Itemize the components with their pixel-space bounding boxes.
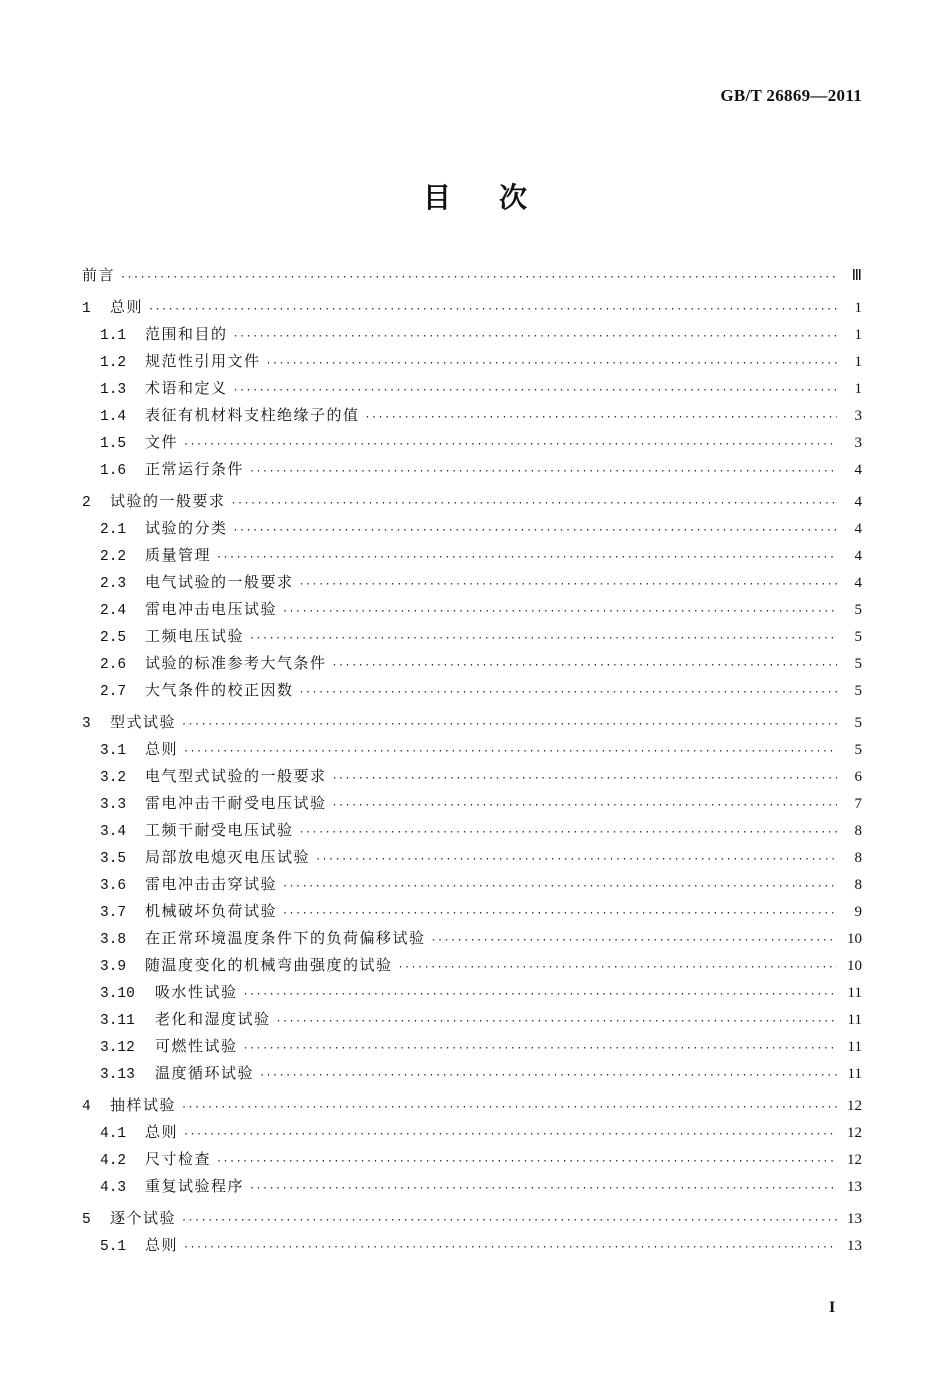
- toc-entry-title: 试验的分类: [145, 519, 228, 537]
- toc-entry-page: 3: [854, 408, 862, 424]
- toc-entry-page: 4: [854, 575, 862, 591]
- toc-entry-page: 12: [847, 1152, 862, 1168]
- toc-entry-page: 10: [847, 931, 862, 947]
- toc-entry-page: 11: [847, 1039, 862, 1055]
- toc-entry-number: 5: [82, 1212, 91, 1228]
- dot-leader: [249, 1175, 837, 1202]
- toc-entry-title: 雷电冲击电压试验: [145, 600, 278, 618]
- dot-leader: [216, 1148, 837, 1175]
- toc-entry-number: 3.5: [100, 851, 127, 867]
- toc-entry-number: 1.5: [100, 436, 127, 452]
- toc-entry-number: 3.7: [100, 905, 127, 921]
- toc-entry-number: 3.1: [100, 743, 127, 759]
- toc-entry-number: 2.7: [100, 684, 127, 700]
- toc-entry-title: 型式试验: [110, 713, 177, 731]
- standard-code: GB/T 26869—2011: [720, 86, 862, 105]
- toc-entry-page: 3: [854, 435, 862, 451]
- toc-entry-title: 范围和目的: [145, 325, 228, 343]
- toc-entry-number: 4.1: [100, 1126, 127, 1142]
- toc-entry-number: 3.6: [100, 878, 127, 894]
- dot-leader: [243, 1035, 837, 1062]
- toc-entry-title: 抽样试验: [110, 1096, 177, 1114]
- toc-entry[interactable]: [82, 1033, 862, 1060]
- dot-leader: [332, 765, 837, 792]
- toc-entry-page: 13: [847, 1211, 862, 1227]
- toc-entry-number: 3.9: [100, 959, 127, 975]
- toc-entry-title: 尺寸检查: [145, 1150, 212, 1168]
- dot-leader: [181, 711, 837, 738]
- toc-entry-page: 4: [854, 494, 862, 510]
- toc-entry-title: 雷电冲击击穿试验: [145, 875, 278, 893]
- dot-leader: [183, 1234, 837, 1261]
- table-of-contents: [82, 262, 862, 1259]
- toc-entry-page: 8: [854, 850, 862, 866]
- dot-leader: [148, 296, 837, 323]
- toc-entry-number: 5.1: [100, 1239, 127, 1255]
- toc-entry-number: 2.5: [100, 630, 127, 646]
- toc-entry[interactable]: [82, 650, 862, 677]
- dot-leader: [299, 679, 837, 706]
- dot-leader: [332, 652, 837, 679]
- dot-leader: [276, 1008, 837, 1035]
- dot-leader: [183, 431, 837, 458]
- toc-entry-number: 3.8: [100, 932, 127, 948]
- toc-entry[interactable]: [82, 429, 862, 456]
- toc-entry-page: 9: [854, 904, 862, 920]
- dot-leader: [299, 571, 837, 598]
- toc-entry-title: 规范性引用文件: [145, 352, 261, 370]
- toc-entry-page: 4: [854, 521, 862, 537]
- toc-entry[interactable]: [82, 1092, 862, 1119]
- dot-leader: [243, 981, 837, 1008]
- toc-entry-page: 5: [854, 742, 862, 758]
- toc-entry-page: Ⅲ: [851, 268, 862, 284]
- toc-entry-page: 1: [854, 327, 862, 343]
- toc-entry[interactable]: [82, 596, 862, 623]
- toc-entry-number: 3.4: [100, 824, 127, 840]
- toc-entry[interactable]: [82, 456, 862, 483]
- toc-entry[interactable]: [82, 294, 862, 321]
- toc-entry-page: 1: [854, 381, 862, 397]
- dot-leader: [233, 323, 837, 350]
- dot-leader: [120, 264, 837, 291]
- toc-entry-number: 2.3: [100, 576, 127, 592]
- toc-entry[interactable]: [82, 898, 862, 925]
- toc-entry-title: 温度循环试验: [155, 1064, 255, 1082]
- dot-leader: [216, 544, 837, 571]
- toc-entry-page: 10: [847, 958, 862, 974]
- dot-leader: [231, 490, 837, 517]
- toc-entry-number: 2.1: [100, 522, 127, 538]
- toc-entry[interactable]: [82, 321, 862, 348]
- toc-entry-title: 前言: [82, 266, 116, 284]
- toc-entry-number: 3: [82, 716, 91, 732]
- dot-leader: [266, 350, 837, 377]
- dot-leader: [183, 738, 837, 765]
- toc-entry-title: 电气试验的一般要求: [145, 573, 294, 591]
- toc-entry-number: 1.1: [100, 328, 127, 344]
- toc-entry-page: 1: [854, 300, 862, 316]
- toc-entry-title: 工频干耐受电压试验: [145, 821, 294, 839]
- toc-entry-title: 吸水性试验: [155, 983, 238, 1001]
- toc-entry-page: 5: [854, 683, 862, 699]
- toc-entry[interactable]: [82, 1146, 862, 1173]
- toc-entry-title: 总则: [145, 1123, 179, 1141]
- toc-entry-number: 1.3: [100, 382, 127, 398]
- toc-entry-title: 雷电冲击干耐受电压试验: [145, 794, 327, 812]
- dot-leader: [233, 377, 837, 404]
- toc-entry-number: 4.3: [100, 1180, 127, 1196]
- dot-leader: [282, 598, 837, 625]
- dot-leader: [249, 458, 837, 485]
- toc-entry[interactable]: [82, 1232, 862, 1259]
- toc-entry-number: 1.6: [100, 463, 127, 479]
- dot-leader: [431, 927, 837, 954]
- toc-entry[interactable]: [82, 623, 862, 650]
- dot-leader: [183, 1121, 837, 1148]
- dot-leader: [181, 1094, 837, 1121]
- toc-entry-page: 12: [847, 1125, 862, 1141]
- toc-entry-title: 总则: [145, 740, 179, 758]
- dot-leader: [365, 404, 837, 431]
- toc-entry-title: 机械破坏负荷试验: [145, 902, 278, 920]
- toc-entry[interactable]: [82, 871, 862, 898]
- toc-entry[interactable]: [82, 952, 862, 979]
- toc-entry-number: 3.11: [100, 1013, 135, 1029]
- dot-leader: [259, 1062, 837, 1089]
- toc-entry-title: 电气型式试验的一般要求: [145, 767, 327, 785]
- toc-entry-number: 3.10: [100, 986, 135, 1002]
- toc-entry[interactable]: [82, 348, 862, 375]
- toc-entry-title: 随温度变化的机械弯曲强度的试验: [145, 956, 393, 974]
- toc-entry-page: 4: [854, 462, 862, 478]
- toc-entry-title: 术语和定义: [145, 379, 228, 397]
- toc-entry-title: 可燃性试验: [155, 1037, 238, 1055]
- toc-entry-title: 文件: [145, 433, 179, 451]
- toc-entry-title: 总则: [110, 298, 144, 316]
- toc-entry[interactable]: [82, 790, 862, 817]
- toc-entry-number: 3.2: [100, 770, 127, 786]
- toc-entry-page: 5: [854, 602, 862, 618]
- toc-entry-number: 2.6: [100, 657, 127, 673]
- toc-entry-page: 6: [854, 769, 862, 785]
- dot-leader: [282, 900, 837, 927]
- toc-entry-page: 8: [854, 877, 862, 893]
- toc-entry[interactable]: [82, 763, 862, 790]
- toc-entry[interactable]: [82, 1060, 862, 1087]
- toc-entry-number: 1.2: [100, 355, 127, 371]
- toc-entry[interactable]: [82, 817, 862, 844]
- toc-entry-title: 试验的一般要求: [110, 492, 226, 510]
- toc-entry-title: 在正常环境温度条件下的负荷偏移试验: [145, 929, 426, 947]
- dot-leader: [181, 1207, 837, 1234]
- toc-entry-page: 5: [854, 656, 862, 672]
- toc-entry[interactable]: [82, 979, 862, 1006]
- toc-entry[interactable]: [82, 262, 862, 289]
- dot-leader: [233, 517, 837, 544]
- dot-leader: [299, 819, 837, 846]
- toc-entry-page: 1: [854, 354, 862, 370]
- toc-entry-title: 正常运行条件: [145, 460, 245, 478]
- dot-leader: [315, 846, 837, 873]
- toc-entry[interactable]: [82, 375, 862, 402]
- toc-entry[interactable]: [82, 709, 862, 736]
- toc-entry-number: 2.4: [100, 603, 127, 619]
- toc-entry-number: 3.12: [100, 1040, 135, 1056]
- toc-entry[interactable]: [82, 1006, 862, 1033]
- dot-leader: [332, 792, 837, 819]
- toc-entry-page: 12: [847, 1098, 862, 1114]
- toc-entry[interactable]: [82, 1205, 862, 1232]
- toc-entry-page: 11: [847, 1066, 862, 1082]
- toc-entry[interactable]: [82, 569, 862, 596]
- toc-entry-number: 1.4: [100, 409, 127, 425]
- toc-entry[interactable]: [82, 1173, 862, 1200]
- toc-entry-title: 逐个试验: [110, 1209, 177, 1227]
- toc-entry[interactable]: [82, 736, 862, 763]
- dot-leader: [282, 873, 837, 900]
- toc-entry-title: 大气条件的校正因数: [145, 681, 294, 699]
- toc-entry-page: 11: [847, 1012, 862, 1028]
- toc-entry-page: 5: [854, 629, 862, 645]
- toc-entry-title: 重复试验程序: [145, 1177, 245, 1195]
- dot-leader: [249, 625, 837, 652]
- toc-entry-page: 8: [854, 823, 862, 839]
- toc-entry-title: 总则: [145, 1236, 179, 1254]
- toc-entry-page: 13: [847, 1238, 862, 1254]
- toc-entry-number: 4: [82, 1099, 91, 1115]
- toc-entry-title: 表征有机材料支柱绝缘子的值: [145, 406, 360, 424]
- toc-entry-number: 3.13: [100, 1067, 135, 1083]
- toc-entry-number: 2: [82, 495, 91, 511]
- toc-entry-page: 11: [847, 985, 862, 1001]
- toc-entry[interactable]: [82, 542, 862, 569]
- toc-entry[interactable]: [82, 844, 862, 871]
- page-number: I: [829, 1299, 836, 1316]
- toc-entry-page: 5: [854, 715, 862, 731]
- toc-entry-title: 老化和湿度试验: [155, 1010, 271, 1028]
- toc-entry-number: 3.3: [100, 797, 127, 813]
- toc-entry[interactable]: [82, 488, 862, 515]
- toc-entry-page: 7: [854, 796, 862, 812]
- page-title: 目次: [422, 181, 575, 214]
- toc-entry[interactable]: [82, 925, 862, 952]
- toc-entry-page: 13: [847, 1179, 862, 1195]
- toc-entry-title: 局部放电熄灭电压试验: [145, 848, 311, 866]
- toc-entry[interactable]: [82, 515, 862, 542]
- toc-entry-number: 2.2: [100, 549, 127, 565]
- toc-entry-number: 1: [82, 301, 91, 317]
- toc-entry[interactable]: [82, 402, 862, 429]
- toc-entry-number: 4.2: [100, 1153, 127, 1169]
- toc-entry[interactable]: [82, 1119, 862, 1146]
- toc-entry-title: 工频电压试验: [145, 627, 245, 645]
- toc-entry-title: 质量管理: [145, 546, 212, 564]
- dot-leader: [398, 954, 837, 981]
- toc-entry[interactable]: [82, 677, 862, 704]
- toc-entry-title: 试验的标准参考大气条件: [145, 654, 327, 672]
- toc-entry-page: 4: [854, 548, 862, 564]
